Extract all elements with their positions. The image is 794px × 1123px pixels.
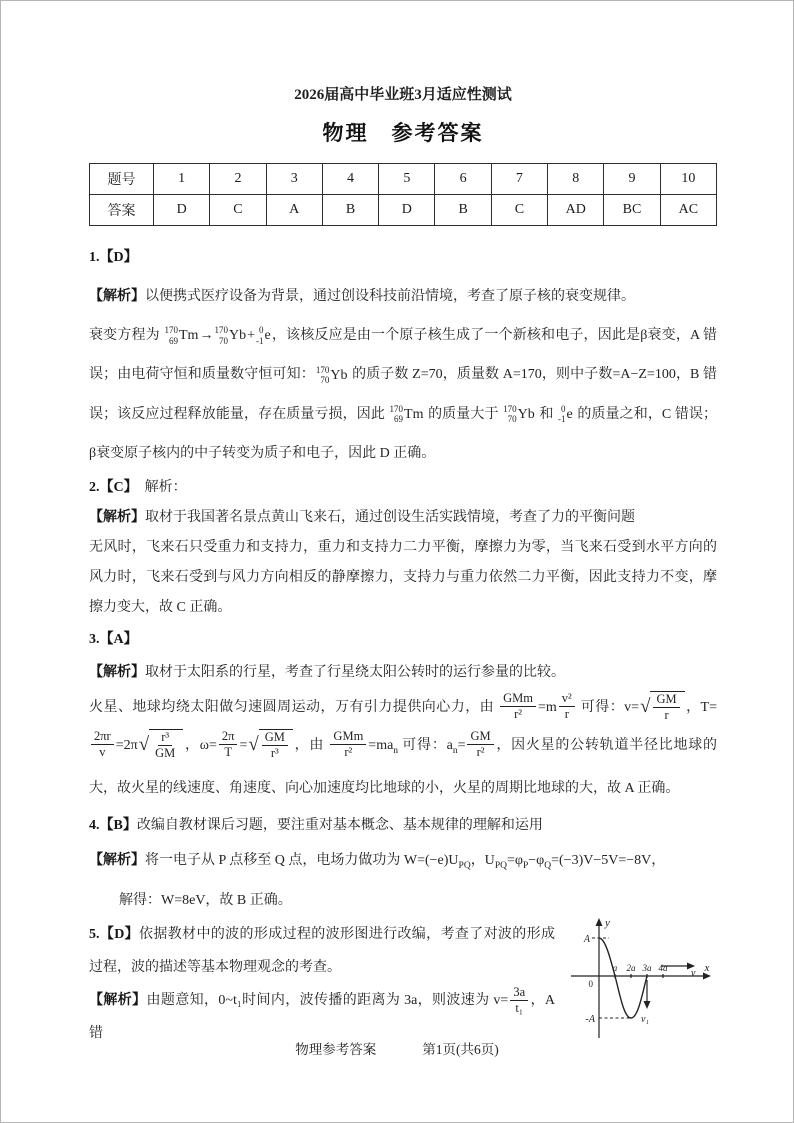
- element-symbol: Tm: [179, 328, 199, 344]
- mass-number: 170: [389, 404, 404, 414]
- page-content: [89, 1, 717, 1050]
- radical-sign: √: [138, 734, 150, 756]
- bold-text: 3.【A】: [89, 631, 138, 647]
- math-fraction: [219, 729, 238, 760]
- answer-cell: BC: [604, 195, 660, 226]
- amplitude-negative-label: -A: [585, 1014, 595, 1026]
- nuclide-symbol: [214, 316, 246, 355]
- bold-text: 2.【C】: [89, 479, 131, 495]
- wave-diagram: [565, 914, 717, 1046]
- table-header-answer: 答案: [90, 195, 154, 226]
- footer-page-number: 第1页(共6页): [422, 1042, 499, 1057]
- x-axis-label: x: [704, 962, 710, 975]
- atomic-number: 69: [169, 335, 178, 346]
- fraction-denominator: r³: [270, 746, 279, 761]
- text-line: 【解析】以便携式医疗设备为背景，通过创设科技前沿情境，考查了原子核的衰变规律。: [89, 289, 635, 304]
- nuclide-prescripts: [316, 365, 330, 386]
- text-line: 火星、地球均绕太阳做匀速圆周运动，万有引力提供向心力，由 $\frac{\text{GMm}}{\text{r²}}$ =m $\frac{\text{v²}}{r}$ 可得：v= √ $\frac{GM}{r}$ ，T= $\frac{2\pi r}{v}$ =2π √ $\frac{\text{r³}}{GM}$ ，ω= $\frac{2\pi}{T}$ = √ $\frac{GM}{\text{r³}}$ ，由 $\frac{\text{GMm}}{\text{r²}}$ $=ma_n$ 可得：$a_n=$ $\frac{GM}{\text{r²}}$ ，因火星的公转轨道半径比地球的大，故火星的线速度、角速度、向心加速度均比地球的小，火星的周期比地球的大，故 A 正确。: [89, 691, 718, 796]
- fraction-numerator: 2π: [219, 729, 238, 745]
- fraction-denominator: t₁: [515, 1000, 524, 1015]
- nuclide-symbol: [558, 395, 573, 434]
- question-number-row: [90, 164, 717, 195]
- mass-number: 170: [503, 404, 517, 414]
- text-line: 【解析】取材于我国著名景点黄山飞来石，通过创设生活实践情境，考查了力的平衡问题: [89, 509, 635, 525]
- answer-cell: B: [435, 195, 491, 226]
- atomic-number: 70: [507, 414, 517, 425]
- particle-velocity-label: v₁: [641, 1014, 649, 1026]
- tick-label-a: a: [612, 963, 618, 974]
- subscript: n: [452, 745, 458, 756]
- atomic-number: 70: [320, 375, 330, 386]
- atomic-number: 70: [218, 335, 228, 346]
- radical-sign: √: [640, 696, 651, 718]
- math-fraction: [653, 692, 679, 723]
- question-number-cell: 10: [660, 164, 716, 195]
- fraction-numerator: GM: [467, 729, 493, 745]
- nuclide-prescripts: [256, 325, 264, 346]
- math-sqrt: [139, 729, 184, 762]
- fraction-numerator: GMm: [500, 691, 536, 707]
- subscript: n: [393, 745, 399, 756]
- math-fraction: [559, 691, 575, 722]
- nuclide-symbol: [503, 395, 535, 434]
- solution-question-5: [89, 918, 717, 1050]
- solution-question-4: [89, 808, 717, 919]
- nuclide-prescripts: [558, 404, 566, 425]
- fraction-numerator: GMm: [330, 729, 366, 745]
- answer-cell: D: [379, 195, 435, 226]
- text-line: [89, 623, 717, 656]
- answer-cell: B: [322, 195, 378, 226]
- question-number-cell: 4: [322, 164, 378, 195]
- bold-text: 【解析】: [89, 852, 145, 868]
- math-fraction: [330, 729, 366, 760]
- nuclide-prescripts: [503, 404, 517, 425]
- fraction-denominator: r²: [514, 707, 523, 722]
- fraction-numerator: GM: [653, 692, 679, 708]
- answer-cell: AD: [548, 195, 604, 226]
- mass-number: 0: [258, 325, 264, 336]
- tick-label-2a: 2a: [626, 963, 636, 974]
- footer-doc-label: 物理参考答案: [295, 1042, 377, 1057]
- question-number-cell: 5: [379, 164, 435, 195]
- subscript: P: [522, 860, 529, 871]
- question-number-cell: 3: [266, 164, 322, 195]
- text-line: 衰变方程为 170 69 Tm → 170 70 Yb + 0 -1 e ，该核反应是由一个原子核生成了一个新核和电子，因此是β衰变，A 错误；由电荷守恒和质量数守恒可知： 170 70 Yb 的质子数 Z=70，质量数 A=170，则中子数=A−Z=100，B 错误；该反应过程释放能量，存在质量亏损，因此 170 69 Tm 的质量大于 170 70 Yb 和 0 -1 e 的质量之和，C 错误；β衰变原子核内的中子转变为质子和电子，因此 D 正确。: [89, 316, 717, 473]
- math-fraction: [152, 730, 178, 761]
- math-sqrt: [640, 691, 685, 724]
- question-number-cell: 6: [435, 164, 491, 195]
- math-fraction: [467, 729, 493, 760]
- atomic-number: 69: [394, 414, 404, 425]
- bold-text: 1.【D】: [89, 250, 138, 265]
- math-fraction: [500, 691, 536, 722]
- atomic-number: -1: [558, 414, 566, 425]
- question-number-cell: 9: [604, 164, 660, 195]
- tick-label-3a: 3a: [642, 963, 652, 974]
- element-symbol: e: [264, 328, 271, 344]
- exam-title: 2026届高中毕业班3月适应性测试: [294, 87, 512, 103]
- page-footer: [1, 1038, 793, 1058]
- text-line: [89, 238, 717, 277]
- answer-cell: C: [491, 195, 547, 226]
- element-symbol: Tm: [404, 406, 424, 422]
- tick-label-4a: 4a: [658, 963, 668, 974]
- nuclide-symbol: [165, 316, 199, 355]
- solution-question-1: [89, 238, 717, 473]
- fraction-denominator: r: [664, 708, 669, 723]
- math-fraction: [510, 985, 528, 1016]
- nuclide-prescripts: [214, 325, 228, 346]
- amplitude-positive-label: A: [583, 934, 590, 946]
- radicand: [149, 729, 183, 762]
- subscript: PQ: [494, 860, 507, 871]
- math-fraction: [91, 729, 114, 760]
- question-number-cell: 1: [154, 164, 210, 195]
- fraction-numerator: 3a: [510, 985, 528, 1001]
- mass-number: 0: [561, 404, 566, 414]
- question-number-cell: 2: [210, 164, 266, 195]
- subscript: PQ: [458, 860, 471, 871]
- fraction-denominator: r²: [344, 745, 353, 760]
- bold-text: 【解析】: [89, 993, 147, 1009]
- fraction-numerator: 2πr: [91, 729, 114, 745]
- nuclide-symbol: [316, 356, 348, 395]
- atomic-number: -1: [255, 335, 264, 346]
- particle-velocity-arrowhead: [644, 1001, 651, 1009]
- answer-cell: AC: [660, 195, 716, 226]
- nuclide-prescripts: [165, 325, 179, 346]
- element-symbol: Yb: [228, 328, 247, 344]
- element-symbol: Yb: [517, 406, 535, 422]
- table-header-question: 题号: [90, 164, 154, 195]
- mass-number: 170: [214, 325, 228, 336]
- fraction-numerator: v²: [559, 691, 575, 707]
- answer-table: [89, 163, 717, 226]
- radicand: [650, 691, 684, 724]
- y-axis-label: y: [605, 917, 610, 930]
- radical-sign: √: [248, 734, 259, 756]
- fraction-numerator: r³: [158, 730, 172, 746]
- element-symbol: e: [566, 406, 573, 422]
- text-line: 【解析】由题意知，0~t₁时间内，波传播的距离为 3a，则波速为 v= $\frac{3a}{\text{t₁}}$ ，A 错: [89, 984, 556, 1042]
- text-line: 解得：W=8eV，故 B 正确。: [119, 893, 292, 909]
- bold-text: 【解析】: [89, 289, 145, 304]
- text-line: 无风时，飞来石只受重力和支持力，重力和支持力二力平衡，摩擦力为零，当飞来石受到水平方向的风力时，飞来石受到与风力方向相反的静摩擦力，支持力与重力依然二力平衡，因此支持力不变，摩擦力变大，故 C 正确。: [89, 539, 717, 615]
- nuclide-prescripts: [390, 404, 404, 425]
- answer-cell: A: [266, 195, 322, 226]
- bold-text: 4.【B】: [89, 817, 137, 833]
- nuclide-symbol: [390, 395, 424, 434]
- fraction-denominator: GM: [155, 746, 176, 761]
- text-line: 5.【D】依据教材中的波的形成过程的波形图进行改编，考查了对波的形成过程，波的描述等基本物理观念的考查。: [89, 927, 555, 976]
- fraction-denominator: v: [99, 745, 106, 760]
- answer-key-subtitle: 物理 参考答案: [322, 121, 484, 145]
- bold-text: 5.【D】: [89, 927, 140, 943]
- mass-number: 170: [315, 364, 330, 375]
- answer-row: [90, 195, 717, 226]
- solution-question-2: [89, 473, 717, 623]
- origin-label: 0: [588, 979, 593, 990]
- fraction-denominator: T: [224, 745, 232, 760]
- text-line: 4.【B】改编自教材课后习题，要注重对基本概念、基本规律的理解和运用: [89, 817, 543, 833]
- element-symbol: Yb: [330, 367, 348, 383]
- solution-question-3: [89, 623, 717, 808]
- nuclide-symbol: [256, 316, 271, 355]
- answer-cell: D: [154, 195, 210, 226]
- text-line: 2.【C】 解析：: [89, 479, 187, 495]
- question-number-cell: 8: [548, 164, 604, 195]
- answer-cell: C: [210, 195, 266, 226]
- fraction-denominator: r²: [476, 745, 485, 760]
- wave-figure: [565, 914, 717, 1046]
- fraction-denominator: r: [564, 707, 569, 722]
- question-number-cell: 7: [491, 164, 547, 195]
- subscript: Q: [544, 860, 552, 871]
- wave-velocity-label: v: [691, 968, 696, 980]
- mass-number: 170: [164, 325, 178, 336]
- bold-text: 【解析】: [89, 664, 145, 680]
- text-line: 【解析】取材于太阳系的行星，考查了行星绕太阳公转时的运行参量的比较。: [89, 664, 565, 680]
- y-axis-arrowhead: [596, 918, 603, 926]
- math-sqrt: [248, 729, 293, 762]
- math-fraction: [262, 730, 288, 761]
- text-line: 【解析】将一电子从 P 点移至 Q 点，电场力做功为 $W=(-e)U_{PQ}$，$U_{PQ}=\varphi_P-\varphi_Q=(-3)V-5V=-8V$，: [89, 852, 666, 871]
- fraction-numerator: GM: [262, 730, 288, 746]
- wave-curve: [599, 938, 647, 1018]
- radicand: [259, 729, 293, 762]
- bold-text: 【解析】: [89, 509, 145, 525]
